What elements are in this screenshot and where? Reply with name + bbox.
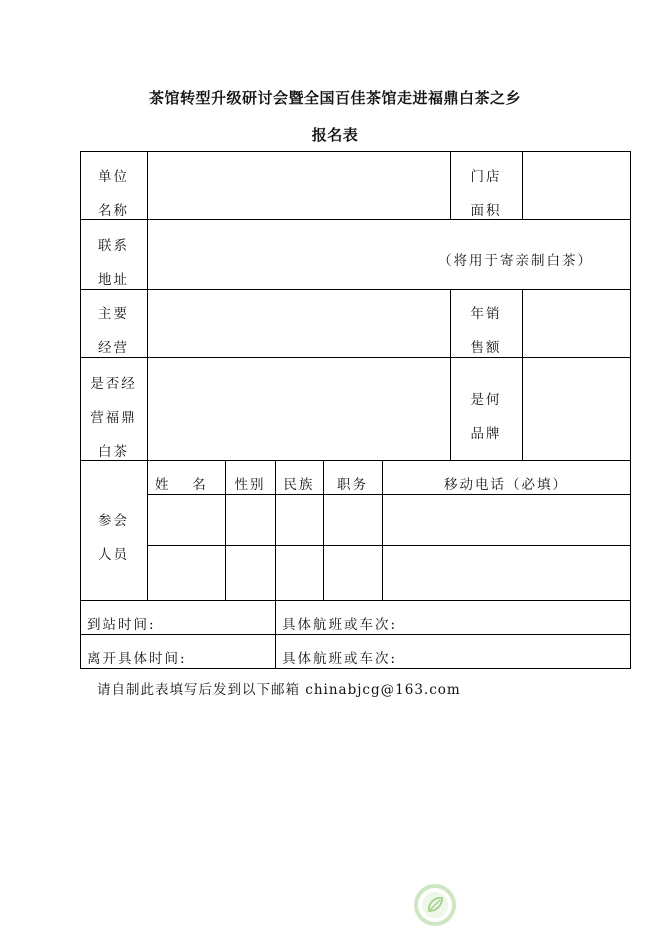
table-border-right — [630, 151, 631, 669]
table-rule — [522, 289, 523, 460]
table-rule — [275, 600, 276, 668]
table-rule — [80, 219, 631, 220]
column-ethnicity: 民族 — [283, 477, 315, 493]
table-rule — [80, 460, 631, 461]
business-label: 主要 — [98, 306, 129, 322]
departure-flight-label: 具体航班或车次: — [282, 651, 398, 667]
column-mobile: 移动电话（必填） — [444, 477, 568, 493]
address-label: 地址 — [98, 272, 129, 288]
table-border-top — [80, 151, 631, 152]
brand-label: 品牌 — [470, 426, 502, 442]
unit-name-label: 单位 — [98, 169, 129, 185]
column-gender: 性别 — [234, 477, 266, 493]
arrival-time-label: 到站时间: — [87, 617, 156, 633]
table-rule — [80, 357, 631, 358]
address-label: 联系 — [98, 238, 129, 254]
email-instruction: 请自制此表填写后发到以下邮箱 chinabjcg@163.com — [97, 682, 461, 698]
column-name: 姓 名 — [155, 477, 208, 493]
store-area-label: 门店 — [470, 169, 502, 185]
annual-sales-label: 年销 — [470, 306, 502, 322]
address-note: （将用于寄亲制白茶） — [438, 253, 593, 269]
attendees-label: 人员 — [98, 547, 129, 563]
annual-sales-label: 售额 — [470, 340, 502, 356]
column-position: 职务 — [337, 477, 368, 493]
fuding-label: 白茶 — [98, 444, 129, 460]
document-subtitle: 报名表 — [311, 126, 359, 144]
arrival-flight-label: 具体航班或车次: — [282, 617, 398, 633]
document-title: 茶馆转型升级研讨会暨全国百佳茶馆走进福鼎白茶之乡 — [148, 89, 521, 107]
table-rule — [522, 151, 523, 219]
tea-leaf-watermark-icon — [413, 883, 457, 927]
unit-name-label: 名称 — [98, 203, 129, 219]
table-border-bottom — [80, 668, 631, 669]
brand-label: 是何 — [470, 392, 502, 408]
store-area-label: 面积 — [470, 203, 502, 219]
table-rule — [147, 494, 631, 495]
attendees-label: 参会 — [98, 513, 129, 529]
fuding-label: 是否经 — [90, 376, 137, 392]
departure-time-label: 离开具体时间: — [87, 651, 187, 667]
table-rule — [80, 289, 631, 290]
table-rule — [80, 600, 631, 601]
table-rule — [147, 545, 631, 546]
table-rule — [147, 151, 148, 601]
business-label: 经营 — [98, 340, 129, 356]
fuding-label: 营福鼎 — [90, 410, 137, 426]
table-rule — [80, 634, 631, 635]
